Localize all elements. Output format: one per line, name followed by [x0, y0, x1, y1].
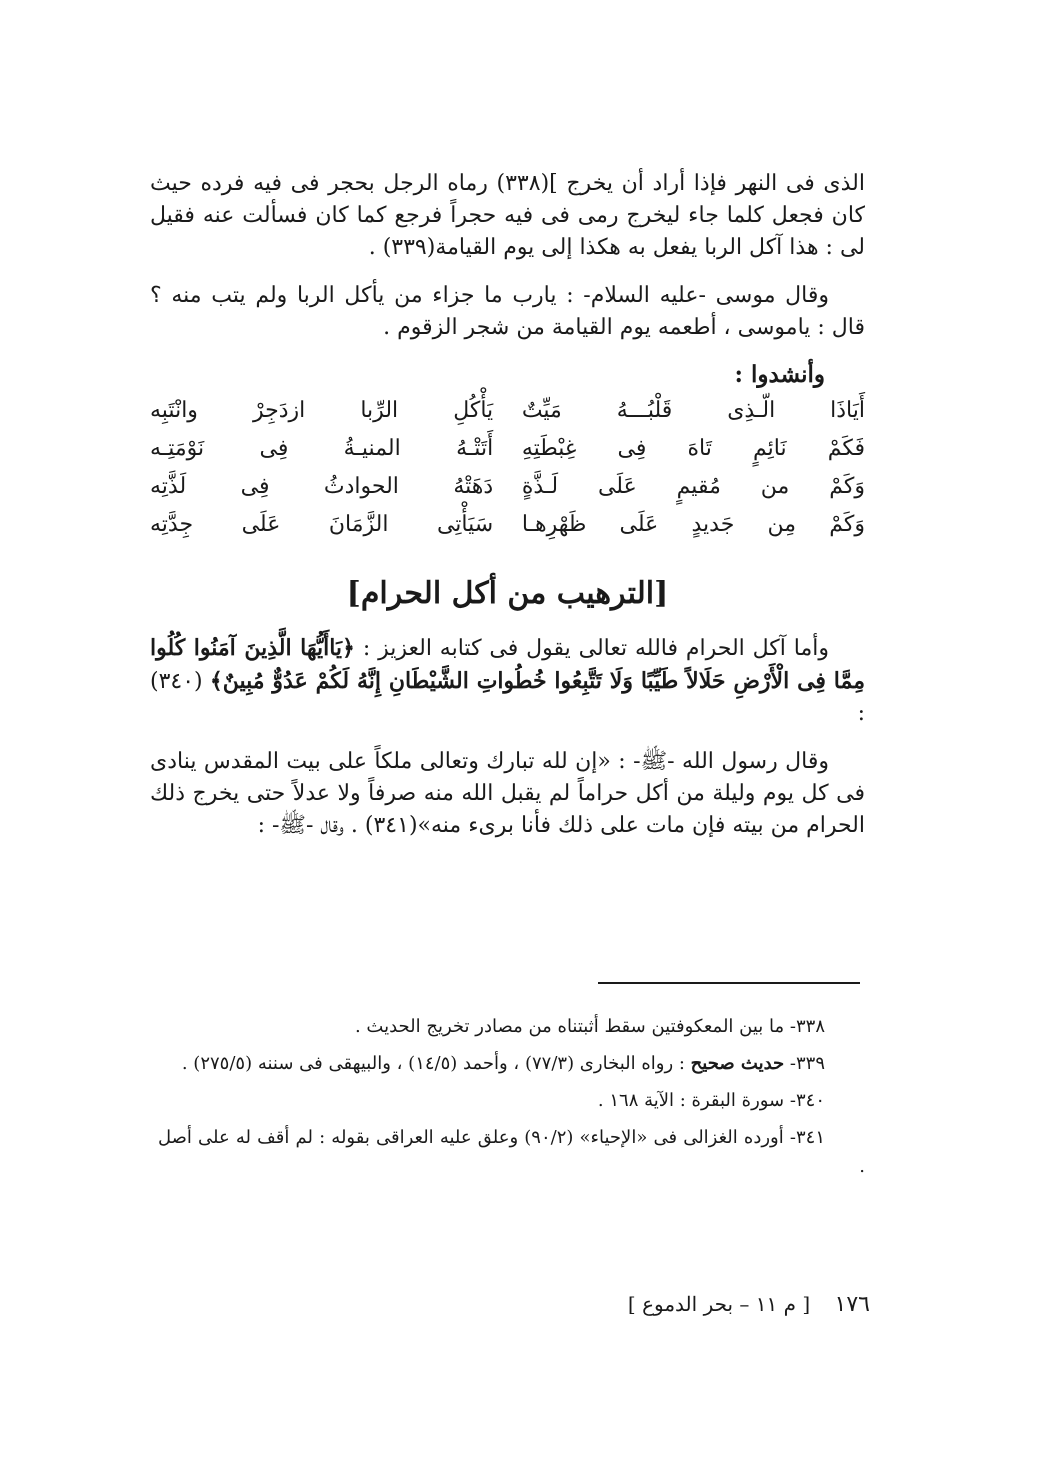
- paragraph-2: وقال موسى -عليه السلام- : يارب ما جزاء من يأكل الربا ولم يتب منه ؟ قال : ياموسى ، أطعمه يوم القيامة من شجر الزقوم .: [150, 283, 865, 340]
- poem-intro: وأنشدوا :: [734, 361, 825, 388]
- page-footer: [590, 1290, 870, 1319]
- poem-verse: [150, 506, 865, 544]
- footnote-ref-340: (٣٤٠) :: [150, 669, 865, 726]
- footnote: [158, 1086, 865, 1115]
- poem: [150, 392, 865, 544]
- page-body: [150, 168, 865, 858]
- verse-first-hemistich: أَيَاذَا الّـذِى قَلْبُـــهُ مَيِّتٌ: [521, 398, 865, 423]
- footnote-text: : رواه البخارى (٧٧/٣) ، وأحمد (١٤/٥) ، والبيهقى فى سننه (٢٧٥/٥) .: [181, 1053, 685, 1074]
- page-number: ١٧٦: [834, 1292, 870, 1317]
- paragraph-4: وقال رسول الله -ﷺ- : «إن لله تبارك وتعالى ملكاً على بيت المقدس ينادى فى كل يوم وليلة من أكل حراماً لم يقبل الله منه صرفاً ولا عدلاً حتى يخرج ذلك الحرام من بيته فإن مات على ذلك فأنا برىء منه»(٣٤١) . وقال -ﷺ- :: [150, 749, 865, 838]
- quran-verse: ﴿يَاأَيُّهَا الَّذِينَ آمَنُوا كُلُوا مِمَّا فِى الْأَرْضِ حَلَالاً طَيِّبًا وَلَا تَتَّبِعُوا خُطُواتِ الشَّيْطَانِ إِنَّهُ لَكُمْ عَدُوٌّ مُبِينٌ﴾: [150, 635, 866, 694]
- verse-second-hemistich: دَهَتْهُ الحوادثُ فِى لَذَّتِه: [150, 474, 494, 499]
- paragraph-3: [150, 632, 865, 730]
- footnote-number: ٣٤٠-: [789, 1090, 825, 1111]
- footnote-number: ٣٣٩-: [789, 1053, 825, 1074]
- verse-second-hemistich: يَأْكُلِ الرِّبا ازدَجِرْ وانْتَبِه: [150, 398, 494, 423]
- paragraph-1: الذى فى النهر فإذا أراد أن يخرج ](٣٣٨) رماه الرجل بحجر فى فيه فرده حيث كان فجعل كلما جاء ليخرج رمى فى فيه حجراً فرجع كما كان فسألت عنه فقيل لى : هذا آكل الربا يفعل به هكذا إلى يوم القيامة(٣٣٩) .: [150, 171, 865, 260]
- verse-first-hemistich: فَكَمْ نَائِمٍ تَاهَ فِى غِبْطَتِهِ: [521, 436, 865, 461]
- footnote: [158, 1123, 865, 1181]
- printer-signature: [ م ١١ – بحر الدموع ]: [627, 1292, 811, 1316]
- poem-verse: [150, 392, 865, 430]
- poem-verse: [150, 468, 865, 506]
- paragraph-3-intro: وأما آكل الحرام فالله تعالى يقول فى كتابه العزيز :: [362, 636, 829, 661]
- verse-first-hemistich: وَكَمْ من مُقيمٍ عَلَى لَـذَّةٍ: [521, 474, 865, 499]
- footnote-grade: حديث صحيح: [690, 1053, 785, 1074]
- verse-second-hemistich: سَيَأْتِى الزَّمَانَ عَلَى جِدَّتِه: [150, 512, 494, 537]
- footnote-number: ٣٤١-: [789, 1127, 825, 1148]
- footnote: [158, 1049, 865, 1078]
- footnote-text: سورة البقرة : الآية ١٦٨ .: [597, 1090, 785, 1111]
- footnote-text: ما بين المعكوفتين سقط أثبتناه من مصادر تخريج الحديث .: [354, 1016, 785, 1037]
- section-heading: [الترهيب من أكل الحرام]: [346, 576, 669, 611]
- footnote: [158, 1012, 865, 1041]
- verse-second-hemistich: أَتَتْـهُ المنيـةُ فِى نَوْمَتِـه: [150, 436, 494, 461]
- poem-verse: [150, 430, 865, 468]
- footnote-divider: [598, 982, 860, 984]
- verse-first-hemistich: وَكَمْ مِن جَديدٍ عَلَى ظَهْرِهـا: [521, 512, 865, 537]
- footnote-text: أورده الغزالى فى «الإحياء» (٩٠/٢) وعلق عليه العراقى بقوله : لم أقف له على أصل .: [158, 1127, 865, 1177]
- footnote-number: ٣٣٨-: [789, 1016, 825, 1037]
- footnotes: [158, 1012, 865, 1189]
